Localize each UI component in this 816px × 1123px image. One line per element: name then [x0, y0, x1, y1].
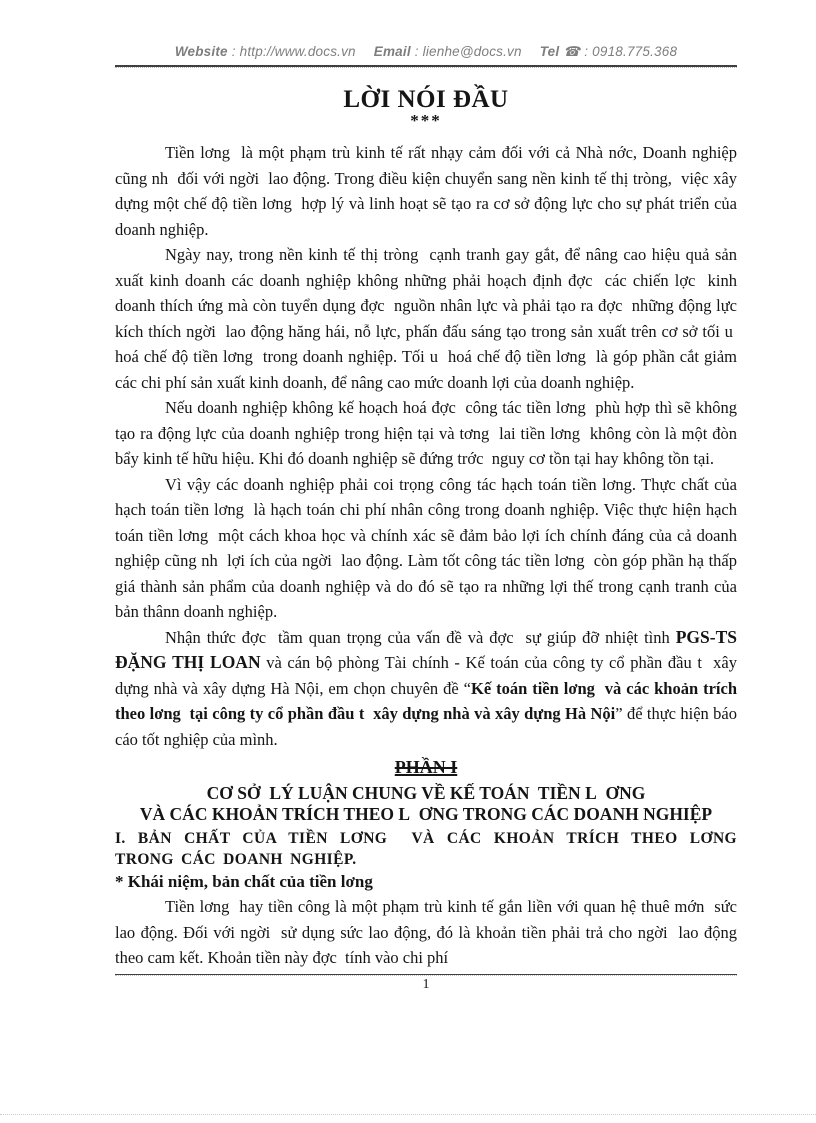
email-value: : lienhe@docs.vn [414, 44, 522, 59]
tel-label: Tel [539, 44, 560, 59]
acknowledgement-paragraph [115, 625, 737, 753]
intro-paragraph-2: Ngày nay, trong nền kinh tế thị tròng cạnh tranh gay gắt, để nâng cao hiệu quả sản xuất kinh doanh các doanh nghiệp không những phải hoạch định đợc các chiến lợc kinh doanh thích ứng mà còn tuyển dụng đợc nguồn nhân lực và phải tạo ra đợc những động lực kích thích ngời lao động hăng hái, nỗ lực, phấn đấu sáng tạo trong sản xuất trên cơ sở tối u hoá chế độ tiền lơng trong doanh nghiệp. Tối u hoá chế độ tiền lơng là góp phần cắt giảm các chi phí sản xuất kinh doanh, để nâng cao mức doanh lợi của doanh nghiệp. [115, 245, 737, 392]
header-email [374, 44, 522, 59]
chapter-title [115, 783, 737, 825]
section-1-heading: I. BẢN CHẤT CỦA TIỀN LƠNG VÀ CÁC KHOẢN TRÍCH THEO LƠNG TRONG CÁC DOANH NGHIỆP. [115, 830, 737, 868]
intro-paragraph-4: Vì vậy các doanh nghiệp phải coi trọng công tác hạch toán tiền lơng. Thực chất của hạch toán tiền lơng là hạch toán chi phí nhân công trong doanh nghiệp. Việc thực hiện hạch toán tiền lơng một cách khoa học và chính xác sẽ đảm bảo lợi ích chính đáng của cả doanh nghiệp cũng nh lợi ích của ngời lao động. Làm tốt công tác tiền lơng còn góp phần hạ thấp giá thành sản phẩm của doanh nghiệp và do đó sẽ tạo ra những lợi thế trong cạnh tranh của bản thânn doanh nghiệp. [115, 474, 737, 621]
phone-icon: ☎ [563, 44, 581, 59]
part-heading-text: PHẦN I [394, 757, 458, 777]
email-label: Email [373, 44, 411, 59]
chapter-title-line2: VÀ CÁC KHOẢN TRÍCH THEO L ƠNG TRONG CÁC DOANH NGHIỆP [139, 804, 713, 824]
header-website [175, 44, 356, 59]
title-stars: *** [410, 111, 442, 130]
website-value: : http://www.docs.vn [231, 44, 356, 59]
tel-value: : 0918.775.368 [584, 44, 678, 59]
ack-text-post: ” để thực hiện báo cáo tốt nghiệp của mình. [115, 704, 737, 749]
intro-paragraph-3: Nếu doanh nghiệp không kế hoạch hoá đợc công tác tiền lơng phù hợp thì sẽ không tạo ra động lực của doanh nghiệp trong hiện tại và tơng lai tiền lơng không còn là một đòn bẩy kinh tế hữu hiệu. Khi đó doanh nghiệp sẽ đứng trớc nguy cơ tồn tại hay không tồn tại. [115, 398, 737, 468]
header-divider [115, 65, 737, 68]
chapter-title-line1: CƠ SỞ LÝ LUẬN CHUNG VỀ KẾ TOÁN TIỀN L ƠNG [206, 783, 646, 803]
website-label: Website [174, 44, 228, 59]
ack-text-mid: và cán bộ phòng Tài chính - Kế toán của công ty cổ phần đầu t xây dựng nhà và xây dựng Hà Nội, em chọn chuyên đề “ [115, 653, 737, 698]
page-title: LỜI NÓI ĐẦU [343, 86, 509, 113]
section-body-paragraph: Tiền lơng hay tiền công là một phạm trù kinh tế gắn liền với quan hệ thuê mớn sức lao động. Đối với ngời sử dụng sức lao động, đó là khoản tiền phải trả cho ngời lao động theo cam kết. Khoản tiền này đợc tính vào chi phí [115, 897, 737, 967]
page-edge-divider [0, 1114, 816, 1115]
part-heading [115, 757, 737, 778]
ack-text-pre: Nhận thức đợc tầm quan trọng của vấn đề và đợc sự giúp đỡ nhiệt tình [165, 627, 676, 647]
thesis-topic: Kế toán tiền lơng và các khoản trích theo lơng tại công ty cổ phần đầu t xây dựng nhà và xây dựng Hà Nội [115, 678, 737, 723]
intro-paragraph-1: Tiền lơng là một phạm trù kinh tế rất nhạy cảm đối với cả Nhà nớc, Doanh nghiệp cũng nh đối với ngời lao động. Trong điều kiện chuyển sang nền kinh tế thị tròng, việc xây dựng một chế độ tiền lơng hợp lý và linh hoạt sẽ tạo ra cơ sở động lực cho sự phát triển của doanh nghiệp. [115, 143, 737, 239]
advisor-name: PGS-TS ĐẶNG THỊ LOAN [115, 626, 737, 672]
page-header [115, 44, 737, 65]
header-tel [540, 44, 677, 59]
subsection-heading: * Khái niệm, bản chất của tiền lơng [115, 872, 373, 891]
page-number: 1 [422, 976, 430, 992]
footer-divider [115, 974, 737, 976]
